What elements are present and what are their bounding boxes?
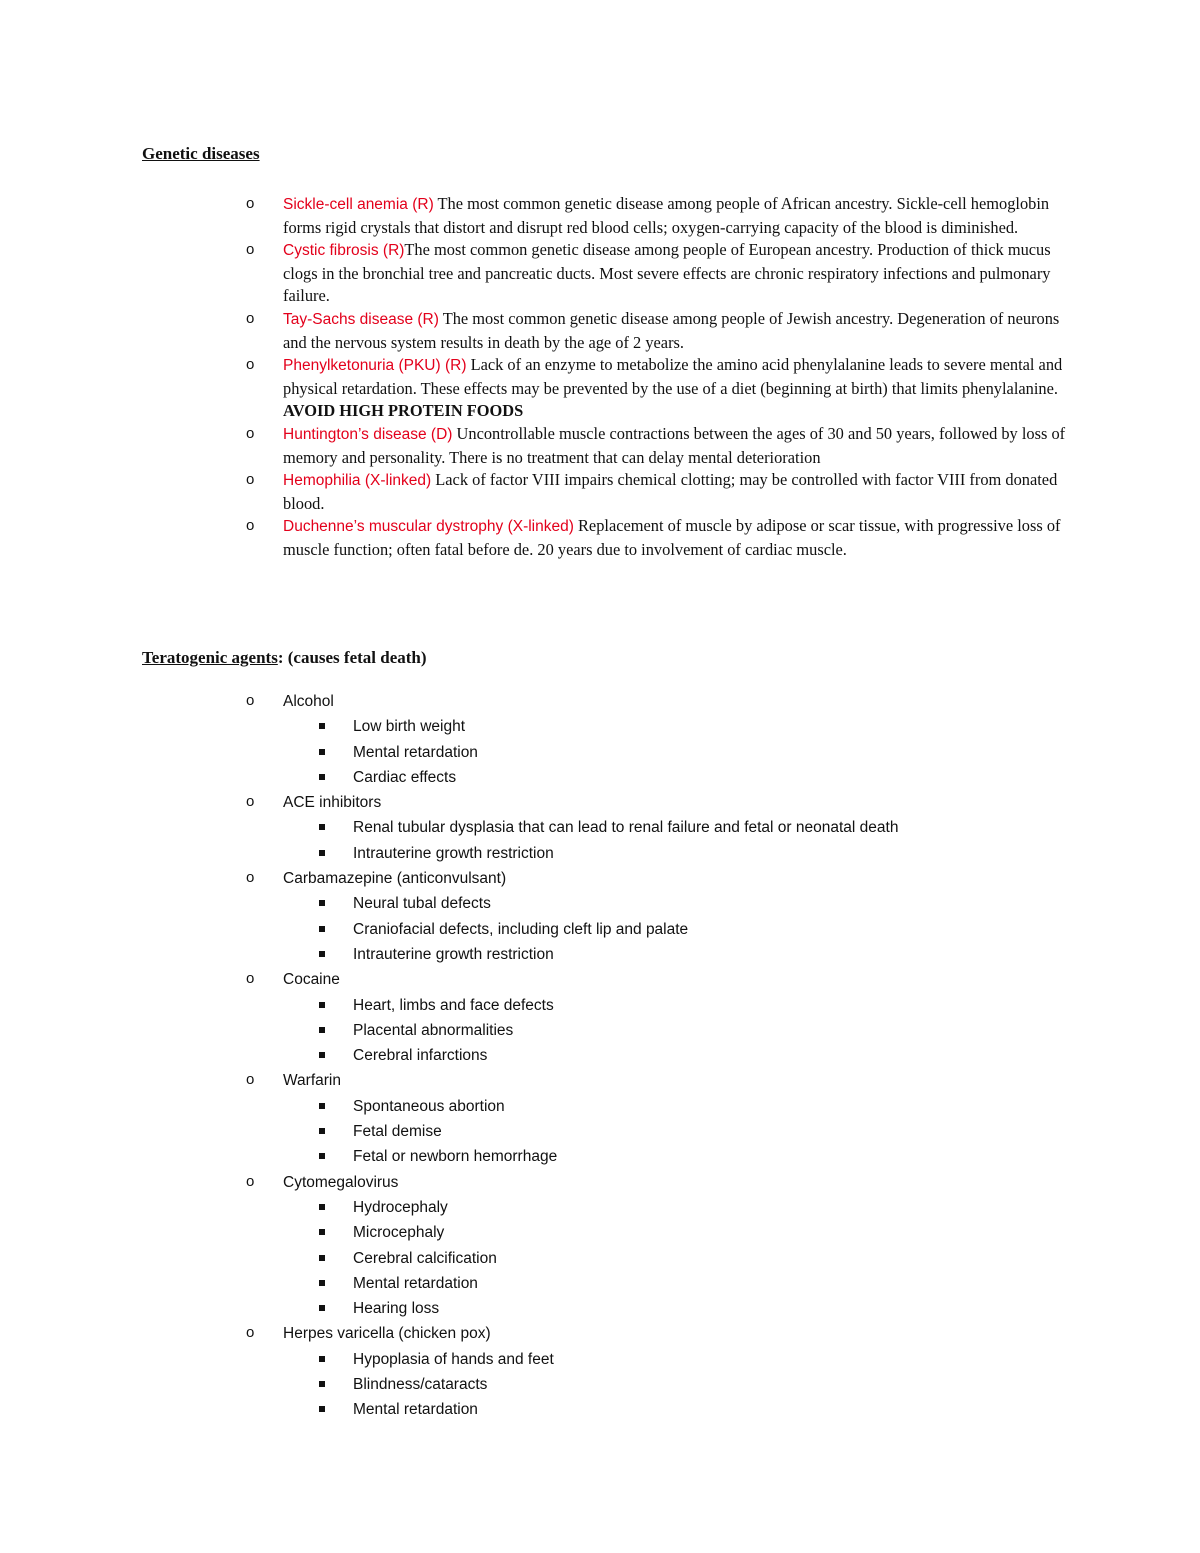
square-bullet-icon bbox=[319, 1128, 325, 1134]
effect-text: Hypoplasia of hands and feet bbox=[353, 1350, 554, 1368]
square-bullet-icon bbox=[319, 749, 325, 755]
square-bullet-icon bbox=[319, 1255, 325, 1261]
effect-text: Placental abnormalities bbox=[353, 1021, 514, 1039]
effect-item bbox=[283, 740, 1076, 765]
effect-item bbox=[283, 1119, 1076, 1144]
square-bullet-icon bbox=[319, 926, 325, 932]
bullet-o-icon: o bbox=[246, 970, 255, 988]
effect-text: Mental retardation bbox=[353, 1274, 478, 1292]
disease-name: Hemophilia (X-linked) bbox=[283, 472, 432, 490]
disease-description: Lack of factor VIII impairs chemical clotting; may be controlled with factor VIII from donated blood. bbox=[283, 470, 1058, 513]
disease-name: Tay-Sachs disease (R) bbox=[283, 310, 439, 328]
square-bullet-icon bbox=[319, 1002, 325, 1008]
effects-list bbox=[283, 1094, 1076, 1170]
genetic-diseases-list bbox=[246, 193, 1076, 562]
square-bullet-icon bbox=[319, 774, 325, 780]
disease-name: Huntington’s disease (D) bbox=[283, 425, 453, 443]
agent-item bbox=[246, 1321, 1076, 1422]
disease-name: Phenylketonuria (PKU) (R) bbox=[283, 357, 467, 375]
bullet-o-icon: o bbox=[246, 241, 255, 259]
effect-text: Cerebral infarctions bbox=[353, 1047, 488, 1065]
effect-text: Intrauterine growth restriction bbox=[353, 844, 554, 862]
teratogenic-agents-list bbox=[246, 689, 1076, 1423]
agent-item bbox=[246, 1170, 1076, 1322]
effect-item bbox=[283, 1043, 1076, 1068]
effect-item bbox=[283, 1246, 1076, 1271]
list-item bbox=[246, 354, 1076, 423]
list-item bbox=[246, 423, 1076, 469]
disease-description: The most common genetic disease among people of Jewish ancestry. Degeneration of neurons and the nervous system results in death by the age of 2 years. bbox=[283, 308, 1060, 352]
square-bullet-icon bbox=[319, 1103, 325, 1109]
effects-list bbox=[283, 1347, 1076, 1423]
effects-list bbox=[283, 891, 1076, 967]
agent-item bbox=[246, 1068, 1076, 1169]
effect-item bbox=[283, 1195, 1076, 1220]
bullet-o-icon: o bbox=[246, 195, 255, 212]
effects-list bbox=[283, 993, 1076, 1069]
square-bullet-icon bbox=[319, 1406, 325, 1412]
square-bullet-icon bbox=[319, 723, 325, 729]
square-bullet-icon bbox=[319, 1027, 325, 1033]
genetic-diseases-heading: Genetic diseases bbox=[142, 144, 260, 163]
list-item bbox=[246, 469, 1076, 515]
effect-item bbox=[283, 1372, 1076, 1397]
effect-text: Hearing loss bbox=[353, 1300, 440, 1318]
effect-item bbox=[283, 993, 1076, 1018]
bullet-o-icon: o bbox=[246, 517, 255, 535]
effect-item bbox=[283, 1271, 1076, 1296]
effect-item bbox=[283, 714, 1076, 739]
effect-text: Neural tubal defects bbox=[353, 895, 491, 913]
disease-description: The most common genetic disease among people of European ancestry. Production of thick mucus clogs in the bronchial tree and pancreatic ducts. Most severe effects are chronic respiratory infections and pulmonary failure. bbox=[283, 240, 1051, 306]
effects-list bbox=[283, 815, 1076, 866]
disease-description: Lack of an enzyme to metabolize the amino acid phenylalanine leads to severe mental and physical retardation. These effects may be prevented by the use of a diet (beginning at birth) that limits phenylalanine. bbox=[283, 355, 1063, 398]
effect-text: Fetal demise bbox=[353, 1123, 442, 1141]
effect-item bbox=[283, 815, 1076, 840]
agent-label: Herpes varicella (chicken pox) bbox=[283, 1325, 491, 1343]
effect-text: Mental retardation bbox=[353, 743, 478, 761]
effect-item bbox=[283, 841, 1076, 866]
disease-name: Cystic fibrosis (R) bbox=[283, 242, 405, 260]
effect-text: Microcephaly bbox=[353, 1224, 445, 1242]
agent-label: Alcohol bbox=[283, 693, 334, 710]
bullet-o-icon: o bbox=[246, 1172, 255, 1190]
effect-item bbox=[283, 891, 1076, 916]
list-item bbox=[246, 239, 1076, 308]
effect-item bbox=[283, 1018, 1076, 1043]
agent-label: Cocaine bbox=[283, 971, 340, 989]
agent-item bbox=[246, 967, 1076, 1068]
effect-item bbox=[283, 1397, 1076, 1422]
square-bullet-icon bbox=[319, 1204, 325, 1210]
effect-text: Spontaneous abortion bbox=[353, 1097, 505, 1115]
effect-item bbox=[283, 1094, 1076, 1119]
effect-item bbox=[283, 917, 1076, 942]
disease-name: Sickle-cell anemia (R) bbox=[283, 196, 434, 213]
effect-item bbox=[283, 1296, 1076, 1321]
square-bullet-icon bbox=[319, 1229, 325, 1235]
effect-item bbox=[283, 1144, 1076, 1169]
effect-text: Low birth weight bbox=[353, 718, 466, 736]
effect-text: Heart, limbs and face defects bbox=[353, 996, 554, 1014]
square-bullet-icon bbox=[319, 1381, 325, 1387]
square-bullet-icon bbox=[319, 951, 325, 957]
bullet-o-icon: o bbox=[246, 1324, 255, 1342]
effect-text: Cardiac effects bbox=[353, 768, 457, 786]
effect-text: Craniofacial defects, including cleft lip and palate bbox=[353, 920, 689, 938]
square-bullet-icon bbox=[319, 1153, 325, 1159]
list-item bbox=[246, 308, 1076, 354]
agent-label: Carbamazepine (anticonvulsant) bbox=[283, 870, 507, 888]
effect-text: Cerebral calcification bbox=[353, 1249, 497, 1267]
square-bullet-icon bbox=[319, 900, 325, 906]
effects-list bbox=[283, 1195, 1076, 1321]
effect-text: Intrauterine growth restriction bbox=[353, 945, 554, 963]
list-item bbox=[246, 515, 1076, 561]
emphasis-text: AVOID HIGH PROTEIN FOODS bbox=[283, 401, 524, 421]
effect-item bbox=[283, 1347, 1076, 1372]
bullet-o-icon: o bbox=[246, 424, 255, 442]
agent-label: Warfarin bbox=[283, 1072, 341, 1090]
square-bullet-icon bbox=[319, 1305, 325, 1311]
agent-item bbox=[246, 866, 1076, 967]
bullet-o-icon: o bbox=[246, 471, 255, 489]
effect-text: Renal tubular dysplasia that can lead to renal failure and fetal or neonatal death bbox=[353, 819, 899, 837]
disease-description: The most common genetic disease among people of African ancestry. Sickle-cell hemoglobin forms rigid crystals that distort and disrupt red blood cells; oxygen-carrying capacity of the blood is diminished. bbox=[283, 194, 1050, 237]
square-bullet-icon bbox=[319, 1356, 325, 1362]
agent-label: ACE inhibitors bbox=[283, 794, 382, 812]
effect-text: Blindness/cataracts bbox=[353, 1376, 488, 1394]
effect-text: Hydrocephaly bbox=[353, 1198, 448, 1216]
square-bullet-icon bbox=[319, 1052, 325, 1058]
effect-text: Mental retardation bbox=[353, 1401, 478, 1419]
square-bullet-icon bbox=[319, 1280, 325, 1286]
square-bullet-icon bbox=[319, 824, 325, 830]
bullet-o-icon: o bbox=[246, 1071, 255, 1089]
disease-name: Duchenne’s muscular dystrophy (X-linked) bbox=[283, 518, 574, 536]
bullet-o-icon: o bbox=[246, 309, 255, 327]
disease-description: Replacement of muscle by adipose or scar tissue, with progressive loss of muscle function; often fatal before de. 20 years due to involvement of cardiac muscle. bbox=[283, 516, 1061, 559]
bullet-o-icon: o bbox=[246, 869, 255, 887]
effect-text: Fetal or newborn hemorrhage bbox=[353, 1148, 558, 1166]
teratogenic-agents-heading: Teratogenic agents: (causes fetal death) bbox=[142, 648, 427, 667]
list-item bbox=[246, 193, 1076, 239]
bullet-o-icon: o bbox=[246, 692, 255, 709]
effect-item bbox=[283, 942, 1076, 967]
agent-item bbox=[246, 790, 1076, 866]
disease-description: Uncontrollable muscle contractions between the ages of 30 and 50 years, followed by loss of memory and personality. There is no treatment that can delay mental deterioration bbox=[283, 423, 1066, 467]
agent-item bbox=[246, 689, 1076, 790]
bullet-o-icon: o bbox=[246, 356, 255, 374]
agent-label: Cytomegalovirus bbox=[283, 1173, 399, 1191]
square-bullet-icon bbox=[319, 850, 325, 856]
effect-item bbox=[283, 765, 1076, 790]
effect-item bbox=[283, 1220, 1076, 1245]
bullet-o-icon: o bbox=[246, 793, 255, 811]
effects-list bbox=[283, 714, 1076, 790]
